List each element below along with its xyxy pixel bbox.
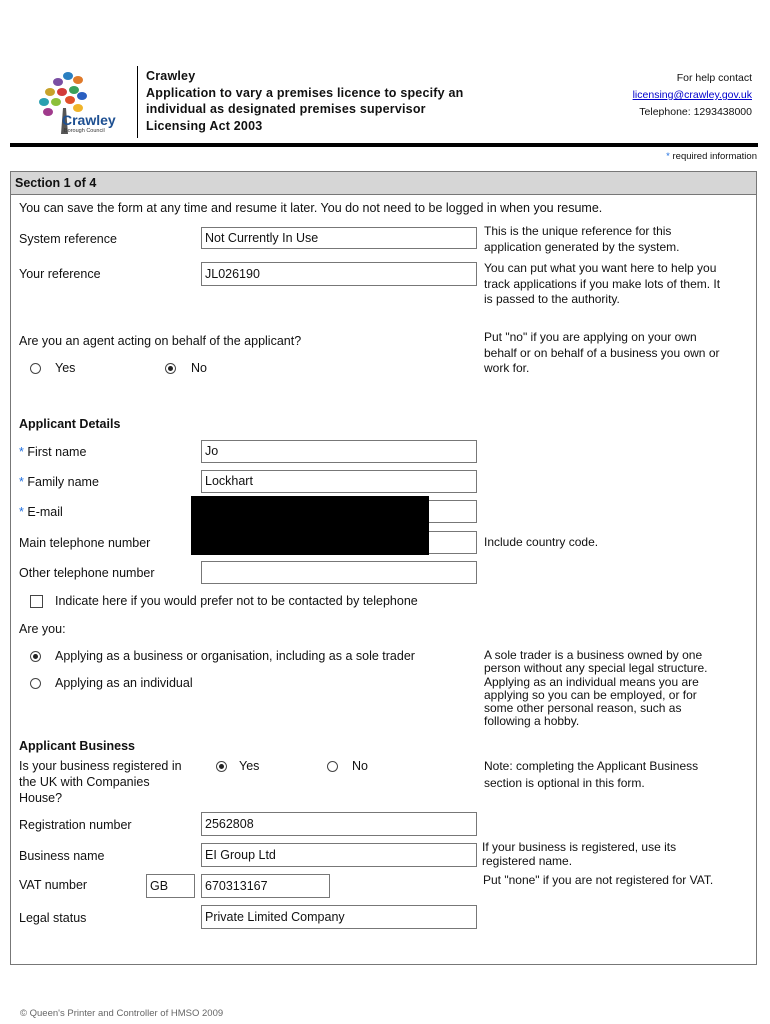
first-name-field[interactable]: Jo <box>201 440 477 463</box>
individual-label: Applying as an individual <box>55 676 193 690</box>
other-phone-field[interactable] <box>201 561 477 584</box>
required-note: * required information <box>666 151 757 162</box>
family-name-field[interactable]: Lockhart <box>201 470 477 493</box>
logo-subtitle: Borough Council <box>64 128 105 134</box>
vat-label: VAT number <box>19 878 88 892</box>
business-label: Applying as a business or organisation, including as a sole trader <box>55 649 415 663</box>
section-intro: You can save the form at any time and resume it later. You do not need to be logged in when you resume. <box>19 201 603 215</box>
are-you-label: Are you: <box>19 622 66 636</box>
business-name-label: Business name <box>19 849 105 863</box>
title-line-2: individual as designated premises supervisor <box>146 102 426 116</box>
required-star: * <box>19 505 24 519</box>
applicant-details-heading: Applicant Details <box>19 417 121 431</box>
family-name-label: * Family name <box>19 475 99 489</box>
header-divider <box>137 66 138 138</box>
registered-yes-radio[interactable] <box>216 761 227 772</box>
agent-help: Put "no" if you are applying on your own behalf or on behalf of a business you own or work for. <box>484 330 720 375</box>
footer-copyright: © Queen's Printer and Controller of HMSO 2009 <box>20 1008 224 1019</box>
required-star: * <box>19 445 24 459</box>
vat-prefix-field[interactable]: GB <box>146 874 195 898</box>
legal-status-label: Legal status <box>19 911 87 925</box>
system-reference-field[interactable]: Not Currently In Use <box>201 227 477 249</box>
are-you-help: A sole trader is a business owned by one person without any special legal structure. Applying as an individual means you are applying so you can be employed, or for some other personal reason, such as following a hobby. <box>484 648 708 729</box>
other-phone-label: Other telephone number <box>19 566 155 580</box>
reg-number-field[interactable]: 2562808 <box>201 812 477 836</box>
help-email-link[interactable]: licensing@crawley.gov.uk <box>632 89 752 101</box>
title-line-3: Licensing Act 2003 <box>146 118 263 133</box>
business-radio[interactable] <box>30 651 41 662</box>
your-reference-label: Your reference <box>19 267 101 281</box>
help-telephone: Telephone: 1293438000 <box>639 106 752 118</box>
no-phone-label: Indicate here if you would prefer not to be contacted by telephone <box>55 594 418 608</box>
redaction-block <box>191 496 429 555</box>
agent-no-label: No <box>191 361 207 375</box>
system-reference-help: This is the unique reference for this application generated by the system. <box>484 224 680 254</box>
agent-yes-label: Yes <box>55 361 76 375</box>
council-logo <box>28 68 128 138</box>
main-phone-label: Main telephone number <box>19 536 151 550</box>
reg-number-label: Registration number <box>19 818 132 832</box>
registered-no-label: No <box>352 759 368 773</box>
title-line-1: Application to vary a premises licence to specify an <box>146 85 464 100</box>
system-reference-label: System reference <box>19 232 117 246</box>
org-name: Crawley <box>146 69 196 83</box>
individual-radio[interactable] <box>30 678 41 689</box>
business-name-help: If your business is registered, use its registered name. <box>482 840 677 868</box>
section-title: Section 1 of 4 <box>11 172 756 195</box>
registered-question: Is your business registered in the UK with Companies House? <box>19 759 182 805</box>
logo-wordmark: Crawley <box>62 112 116 128</box>
vat-number-field[interactable]: 670313167 <box>201 874 330 898</box>
registered-yes-label: Yes <box>239 759 260 773</box>
business-name-field[interactable]: EI Group Ltd <box>201 843 477 867</box>
email-label: * E-mail <box>19 505 63 519</box>
required-star: * <box>19 475 24 489</box>
form-title <box>146 68 463 134</box>
help-contact <box>633 70 752 121</box>
first-name-label: * First name <box>19 445 87 459</box>
main-phone-help: Include country code. <box>484 535 599 549</box>
your-reference-field[interactable]: JL026190 <box>201 262 477 286</box>
header-rule <box>10 143 758 147</box>
agent-question: Are you an agent acting on behalf of the applicant? <box>19 334 302 348</box>
agent-yes-radio[interactable] <box>30 363 41 374</box>
registered-no-radio[interactable] <box>327 761 338 772</box>
legal-status-field[interactable]: Private Limited Company <box>201 905 477 929</box>
vat-help: Put "none" if you are not registered for VAT. <box>483 873 714 887</box>
help-label: For help contact <box>676 72 752 84</box>
registered-help: Note: completing the Applicant Business section is optional in this form. <box>484 759 699 790</box>
applicant-business-heading: Applicant Business <box>19 739 135 753</box>
no-phone-checkbox[interactable] <box>30 595 43 608</box>
your-reference-help: You can put what you want here to help you track applications if you make lots of them. It is passed to the authority. <box>484 261 721 306</box>
agent-no-radio[interactable] <box>165 363 176 374</box>
required-star: * <box>666 151 670 162</box>
